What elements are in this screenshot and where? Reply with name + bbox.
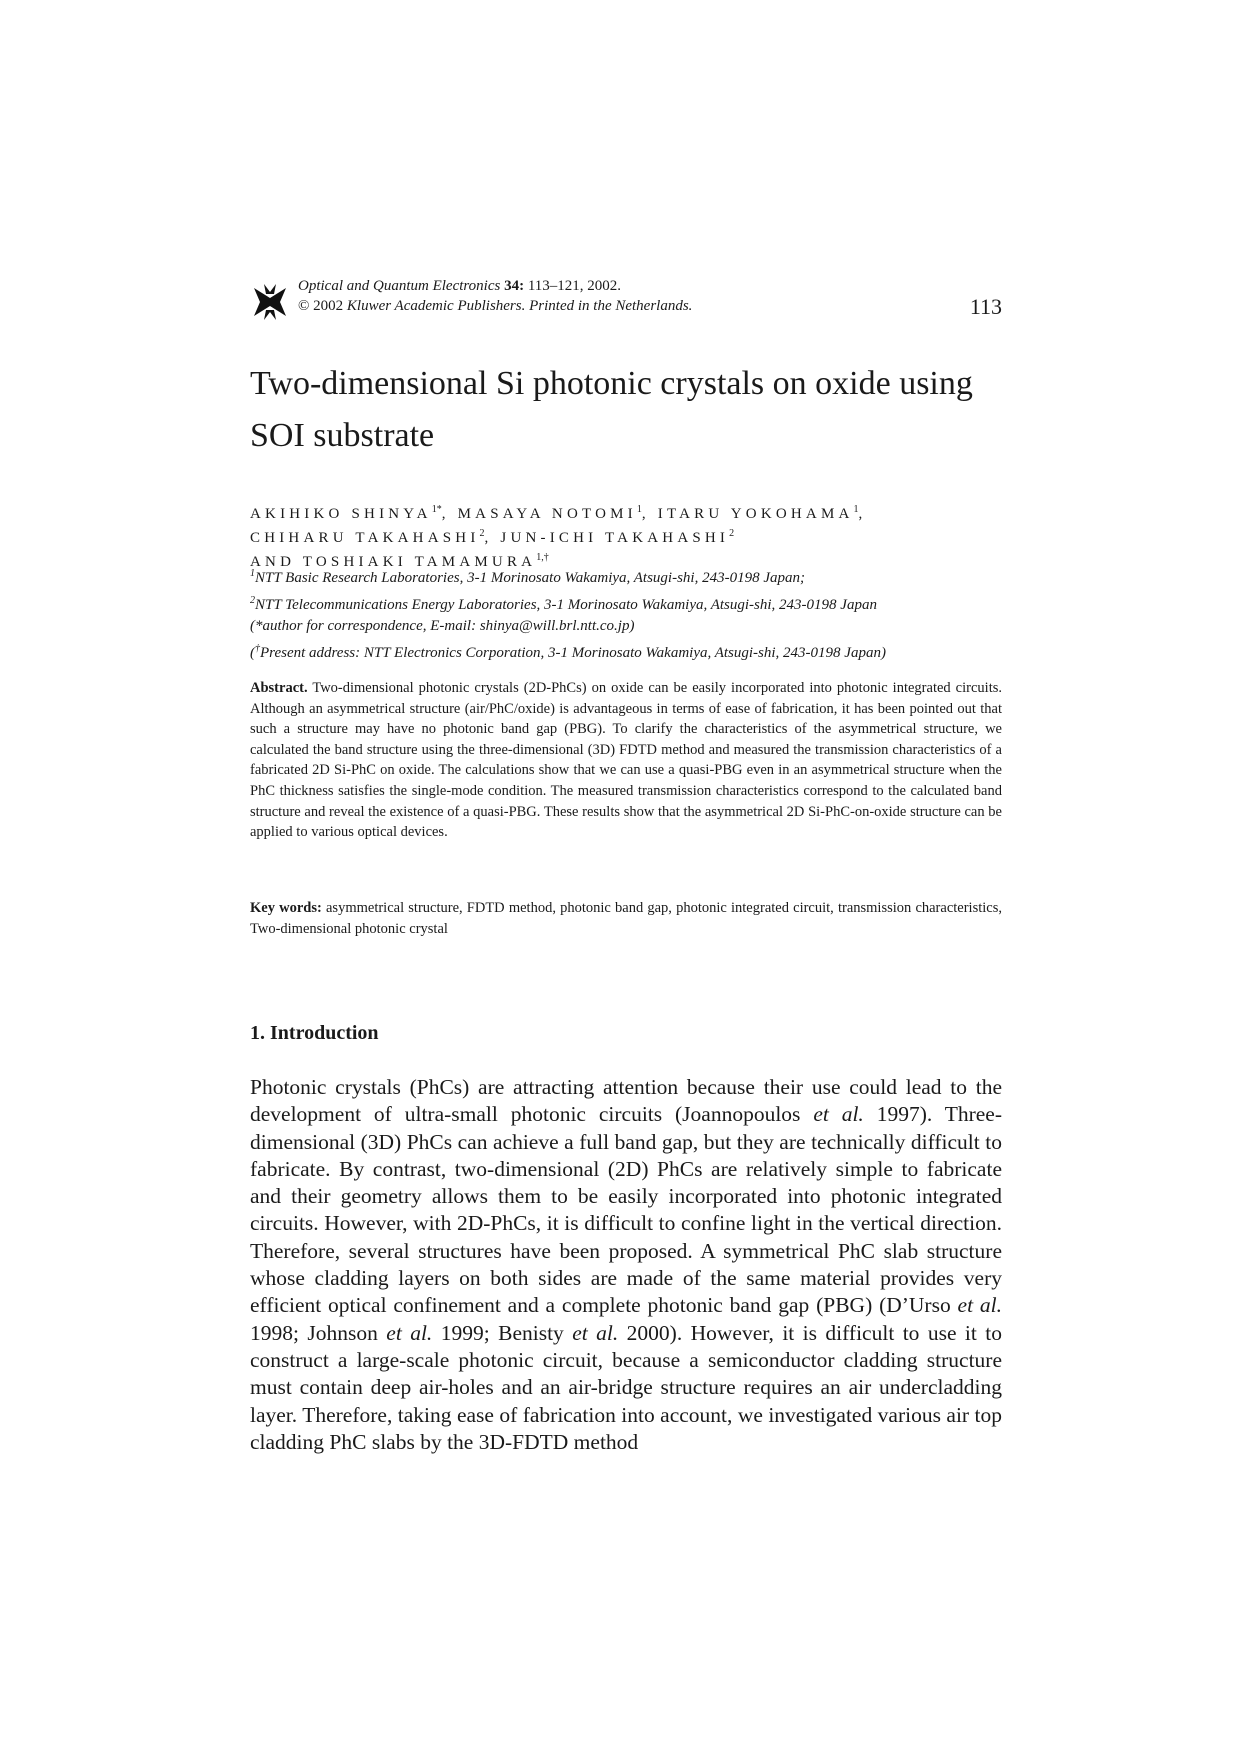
introduction-paragraph <box>250 1074 1002 1456</box>
affiliations <box>250 563 1010 664</box>
author-separator: , <box>858 506 867 522</box>
author-name: ITARU YOKOHAMA <box>657 506 854 522</box>
author-separator: , <box>641 506 658 522</box>
copyright-symbol: © <box>298 298 310 314</box>
kluwer-logo-icon <box>250 282 290 322</box>
correspondence-note: (*author for correspondence, E-mail: shinya@will.brl.ntt.co.jp) <box>250 618 635 634</box>
abstract <box>250 678 1002 843</box>
page-number: 113 <box>969 294 1002 319</box>
keywords-label: Key words: <box>250 900 322 916</box>
paragraph-text: 1997). Three-dimensional (3D) PhCs can achieve a full band gap, but they are technically difficult to fabricate. By contrast, two-dimensional (2D) PhCs are relatively simple to fabricate and their geometry allows them to be easily incorporated into photonic integrated circuits. However, with 2D-PhCs, it is difficult to confine light in the vertical direction. Therefore, several structures have been proposed. A symmetrical PhC slab structure whose cladding layers on both sides are made of the same material provides very efficient optical confinement and a complete photonic band gap (PBG) (D’Urso <box>250 1102 1003 1318</box>
journal-volume: 34: <box>504 278 525 294</box>
journal-header <box>250 276 1002 322</box>
citation-etal: et al. <box>386 1320 433 1345</box>
section-heading: 1. Introduction <box>250 1022 379 1044</box>
author-name: CHIHARU TAKAHASHI <box>250 530 480 546</box>
paragraph-text: Photonic crystals (PhCs) are attracting attention because their use could lead to the development of ultra-small photonic circuits (Joannopoulos <box>250 1075 1002 1127</box>
author-affiliation-mark: 1* <box>431 504 442 515</box>
affiliation-text: NTT Basic Research Laboratories, 3-1 Morinosato Wakamiya, Atsugi-shi, 243-0198 Japan; <box>255 570 805 586</box>
author-affiliation-mark: 1 <box>636 504 642 515</box>
author-separator: , <box>441 506 458 522</box>
paragraph-text: 1998; Johnson <box>250 1320 387 1345</box>
journal-line-1 <box>298 276 692 296</box>
author-list <box>250 500 1010 572</box>
author-line-2 <box>250 524 1010 548</box>
author-name: TOSHIAKI TAMAMURA <box>302 554 537 570</box>
abstract-text: Two-dimensional photonic crystals (2D-PhCs) on oxide can be easily incorporated into photonic integrated circuits. Although an asymmetrical structure (air/PhC/oxide) is advantageous in terms of ease of fabrication, it has been pointed out that such a structure may have no photonic band gap (PBG). To clarify the characteristics of the asymmetrical structure, we calculated the band structure using the three-dimensional (3D) FDTD method and measured the transmission characteristics of a fabricated 2D Si-PhC on oxide. The calculations show that we can use a quasi-PBG even in an asymmetrical structure when the PhC thickness satisfies the single-mode condition. The measured transmission characteristics correspond to the calculated band structure and reveal the existence of a quasi-PBG. These results show that the asymmetrical 2D Si-PhC-on-oxide structure can be applied to various optical devices. <box>250 680 1002 841</box>
copyright-year: 2002 <box>313 298 344 314</box>
author-affiliation-mark: 2 <box>479 528 485 539</box>
author-separator: , <box>484 530 501 546</box>
affiliation-mark: 2 <box>250 594 255 606</box>
paper-title: Two-dimensional Si photonic crystals on oxide using SOI substrate <box>250 365 973 454</box>
citation-etal: et al. <box>957 1293 1002 1318</box>
author-name: JUN-ICHI TAKAHASHI <box>500 530 730 546</box>
author-line-1 <box>250 500 1010 524</box>
author-affiliation-mark: 1,† <box>536 552 549 563</box>
journal-pages: 113–121, 2002. <box>527 278 622 294</box>
keywords <box>250 898 1002 939</box>
author-name: AKIHIKO SHINYA <box>250 506 432 522</box>
present-address-text: Present address: NTT Electronics Corporation, 3-1 Morinosato Wakamiya, Atsugi-shi, 243-0198 Japan) <box>260 644 886 661</box>
paragraph-text: 2000). However, it is difficult to use it to construct a large-scale photonic circuit, because a semiconductor cladding structure must contain deep air-holes and an air-bridge structure requires an air undercladding layer. Therefore, taking ease of fabrication into account, we investigated various air top cladding PhC slabs by the 3D-FDTD method <box>250 1320 1002 1454</box>
author-affiliation-mark: 1 <box>853 504 859 515</box>
affiliation-text: NTT Telecommunications Energy Laboratories, 3-1 Morinosato Wakamiya, Atsugi-shi, 243-0198 Japan <box>255 596 877 613</box>
author-conjunction: AND <box>250 554 303 570</box>
keywords-text: asymmetrical structure, FDTD method, photonic band gap, photonic integrated circuit, transmission characteristics, Two-dimensional photonic crystal <box>250 900 1002 937</box>
affiliation-mark: 1 <box>250 568 255 579</box>
journal-name: Optical and Quantum Electronics <box>298 278 501 294</box>
journal-citation <box>298 276 692 316</box>
citation-etal: et al. <box>572 1320 619 1345</box>
paragraph-text: 1999; Benisty <box>432 1320 573 1345</box>
present-address-note <box>250 638 1010 665</box>
citation-etal: et al. <box>813 1102 864 1127</box>
paren: ( <box>250 644 255 661</box>
journal-line-2 <box>298 296 692 316</box>
dagger-mark: † <box>255 642 260 654</box>
affiliation-2 <box>250 590 1010 617</box>
publisher-line: Kluwer Academic Publishers. Printed in the Netherlands. <box>346 298 693 314</box>
abstract-label: Abstract. <box>250 680 308 696</box>
author-name: MASAYA NOTOMI <box>457 506 637 522</box>
author-affiliation-mark: 2 <box>729 528 735 539</box>
affiliation-1 <box>250 563 1010 590</box>
